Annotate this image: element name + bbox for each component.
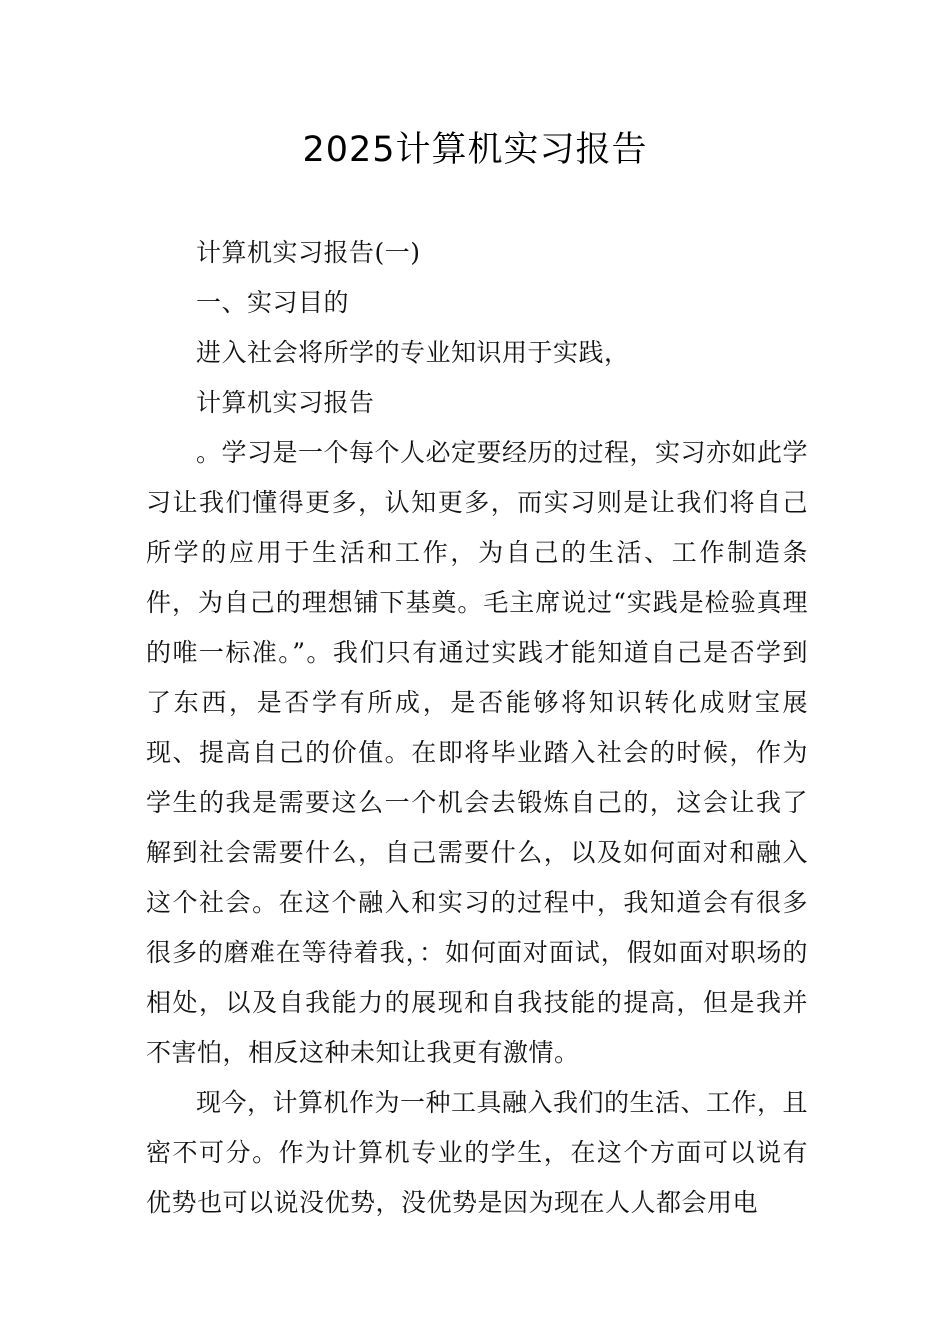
paragraph-body-continued: 现今，计算机作为一种工具融入我们的生活、工作，且密不可分。作为计算机专业的学生，在这个方面可以说有优势也可以说没优势，没优势是因为现在人人都会用电 bbox=[146, 1088, 809, 1217]
paragraph-intro-line: 进入社会将所学的专业知识用于实践， bbox=[196, 338, 630, 367]
document-title: 2025计算机实习报告 bbox=[302, 130, 648, 170]
document-body bbox=[146, 228, 808, 1228]
paragraph-body-main: 。学习是一个每个人必定要经历的过程，实习亦如此学习让我们懂得更多，认知更多，而实习则是让我们将自己所学的应用于生活和工作，为自己的生活、工作制造条件，为自己的理想铺下基奠。毛主席说过“实践是检验真理的唯一标准。”。我们只有通过实践才能知道自己是否学到了东西，是否学有所成，是否能够将知识转化成财宝展现、提高自己的价值。在即将毕业踏入社会的时候，作为学生的我是需要这么一个机会去锻炼自己的，这会让我了解到社会需要什么，自己需要什么，以及如何面对和融入这个社会。在这个融入和实习的过程中，我知道会有很多很多的磨难在等待着我，：如何面对面试，假如面对职场的相处，以及自我能力的展现和自我技能的提高，但是我并不害怕，相反这种未知让我更有激情。 bbox=[146, 438, 809, 1067]
paragraph-subheading-purpose: 一、实习目的 bbox=[196, 288, 350, 317]
paragraph-report-label: 计算机实习报告 bbox=[196, 388, 375, 417]
paragraph-section-heading: 计算机实习报告(一) bbox=[196, 238, 421, 267]
